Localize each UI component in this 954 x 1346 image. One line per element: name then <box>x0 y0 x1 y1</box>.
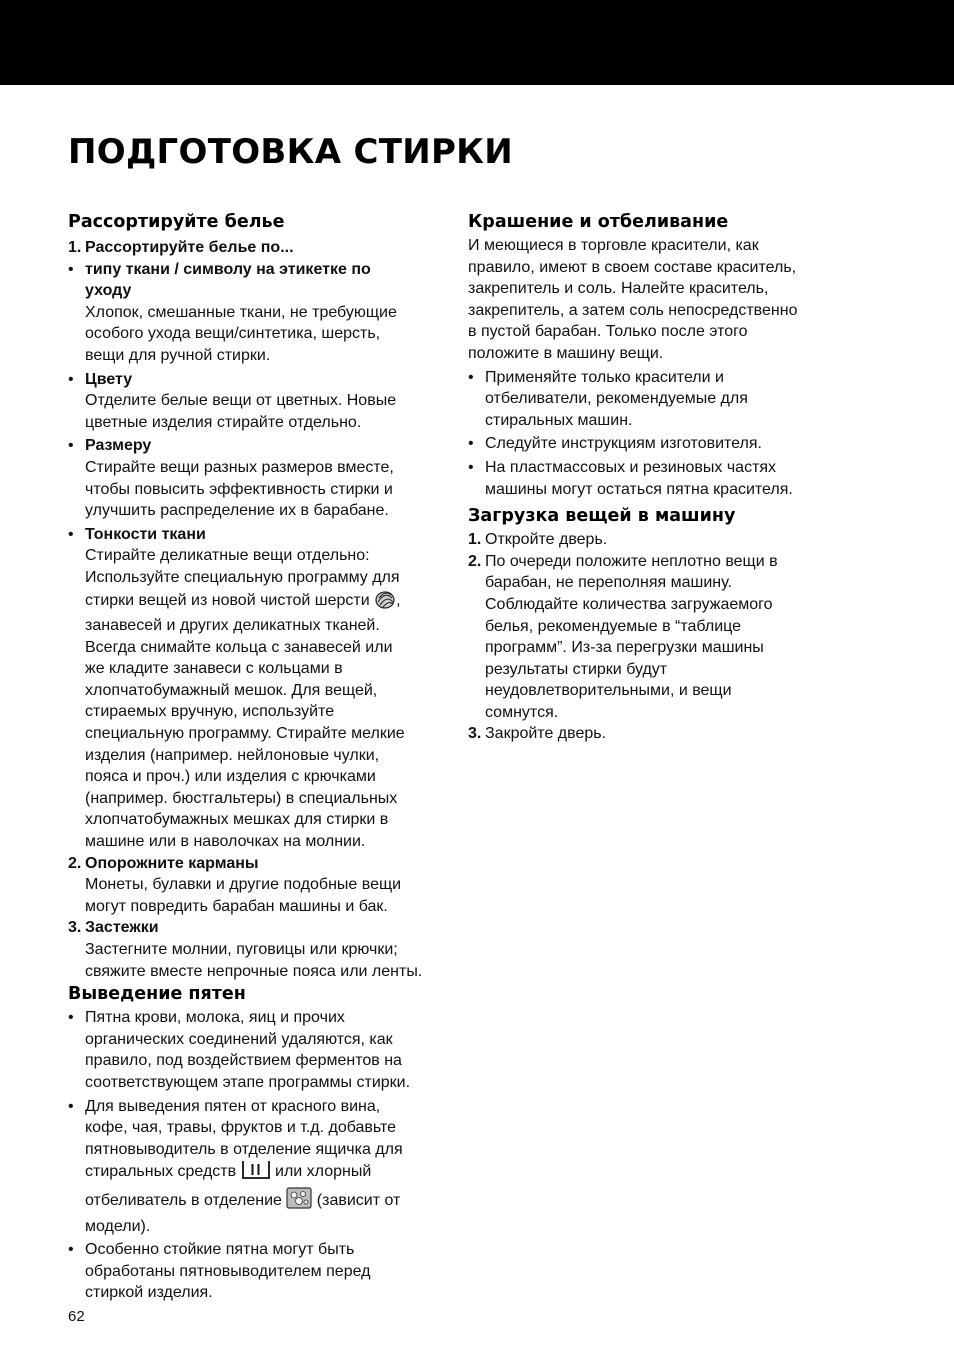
stains-bullet-2: • Для выведения пятен от красного вина, кофе, чая, травы, фруктов и т.д. добавьте пятновыводитель в отделение ящичка для стиральных средств или хлорный отбеливатель в отделение (зависит от модели). <box>68 1097 403 1235</box>
dye-bullet-1: • Применяйте только красители и отбеливатели, рекомендуемые для стиральных машин. <box>468 368 748 429</box>
step-number: 1. <box>468 531 482 549</box>
bullet: • <box>68 260 74 278</box>
section-heading-stains: Выведение пятен <box>68 984 246 1005</box>
page-number: 62 <box>68 1308 85 1325</box>
sort-bullet-fabric: • типу ткани / символу на этикетке по уходу Хлопок, смешанные ткани, не требующие особого ухода вещи/синтетика, шерсть, вещи для ручной стирки. <box>68 260 397 364</box>
bullet: • <box>68 437 74 455</box>
bullet: • <box>468 435 474 453</box>
sort-bullet-color: • Цвету Отделите белые вещи от цветных. Новые цветные изделия стирайте отдельно. <box>68 370 397 431</box>
page-title: ПОДГОТОВКА СТИРКИ <box>68 132 514 172</box>
section-heading-sort: Рассортируйте белье <box>68 212 285 232</box>
bullet: • <box>68 1097 74 1115</box>
step-title: Рассортируйте белье по... <box>85 239 294 256</box>
step-number: 2. <box>68 854 82 872</box>
dye-bullet-3: • На пластмассовых и резиновых частях машины могут остаться пятна красителя. <box>468 458 793 498</box>
load-step-2: 2. По очереди положите неплотно вещи в барабан, не переполняя машину. Соблюдайте количества загружаемого белья, рекомендуемые в “таблице программ”. Из-за перегрузки машины результаты стирки будут неудовлетворительными, и вещи сомнутся. <box>468 552 778 721</box>
bullet: • <box>68 525 74 543</box>
load-step-1: 1. Откройте дверь. <box>468 529 840 551</box>
bullet: • <box>468 368 474 386</box>
step-number: 3. <box>468 725 482 743</box>
compartment-ii-icon <box>241 1160 271 1187</box>
bullet: • <box>68 1009 74 1027</box>
section-heading-dye: Крашение и отбеливание <box>468 212 729 232</box>
bleach-compartment-icon <box>286 1187 312 1216</box>
stains-bullet-3: • Особенно стойкие пятна могут быть обработаны пятновыводителем перед стиркой изделия. <box>68 1241 371 1302</box>
section-heading-load: Загрузка вещей в машину <box>468 506 736 527</box>
bullet: • <box>468 458 474 476</box>
step-number: 1. <box>68 239 82 256</box>
stains-bullet-1: • Пятна крови, молока, яиц и прочих органических соединений удаляются, как правило, под воздействием ферментов на соответствующем этапе программы стирки. <box>68 1009 411 1091</box>
step-number: 3. <box>68 919 82 937</box>
header-black-bar <box>0 0 954 85</box>
bullet: • <box>68 370 74 388</box>
dye-bullet-2: • Следуйте инструкциям изготовителя. <box>468 433 840 455</box>
right-column <box>468 210 840 745</box>
wool-ball-icon <box>374 589 396 616</box>
sort-bullet-delicate: • Тонкости ткани Стирайте деликатные вещи отдельно: Используйте специальную программу для стирки вещей из новой чистой шерсти , занавесей и других деликатных тканей. Всегда снимайте кольца с занавесей или же кладите занавеси с кольцами в хлопчатобумажный мешок. Для вещей, стираемых вручную, используйте специальную программу. Стирайте мелкие изделия (например. нейлоновые чулки, пояса и проч.) или изделия с крючками (например. бюстгальтеры) в специальных хлопчатобумажных мешках для стирки в машине или в наволочках на молнии. <box>68 525 405 851</box>
load-step-3: 3. Закройте дверь. <box>468 723 840 745</box>
sort-bullet-size: • Размеру Стирайте вещи разных размеров вместе, чтобы повысить эффективность стирки и улучшить распределение их в барабане. <box>68 437 394 520</box>
left-column <box>68 210 440 1304</box>
dye-intro: И меющиеся в торговле красители, как правило, имеют в своем составе краситель, закрепитель и соль. Налейте краситель, закрепитель, а затем соль непосредственно в пустой барабан. Только после этого положите в машину вещи. <box>468 237 798 362</box>
step-number: 2. <box>468 552 482 570</box>
sort-step-2: 2. Опорожните карманы Монеты, булавки и другие подобные вещи могут повредить барабан машины и бак. <box>68 854 402 915</box>
sort-step-3: 3. Застежки Застегните молнии, пуговицы или крючки; свяжите вместе непрочные пояса или ленты. <box>68 919 423 980</box>
bullet: • <box>68 1241 74 1259</box>
sort-step-1 <box>68 237 440 259</box>
